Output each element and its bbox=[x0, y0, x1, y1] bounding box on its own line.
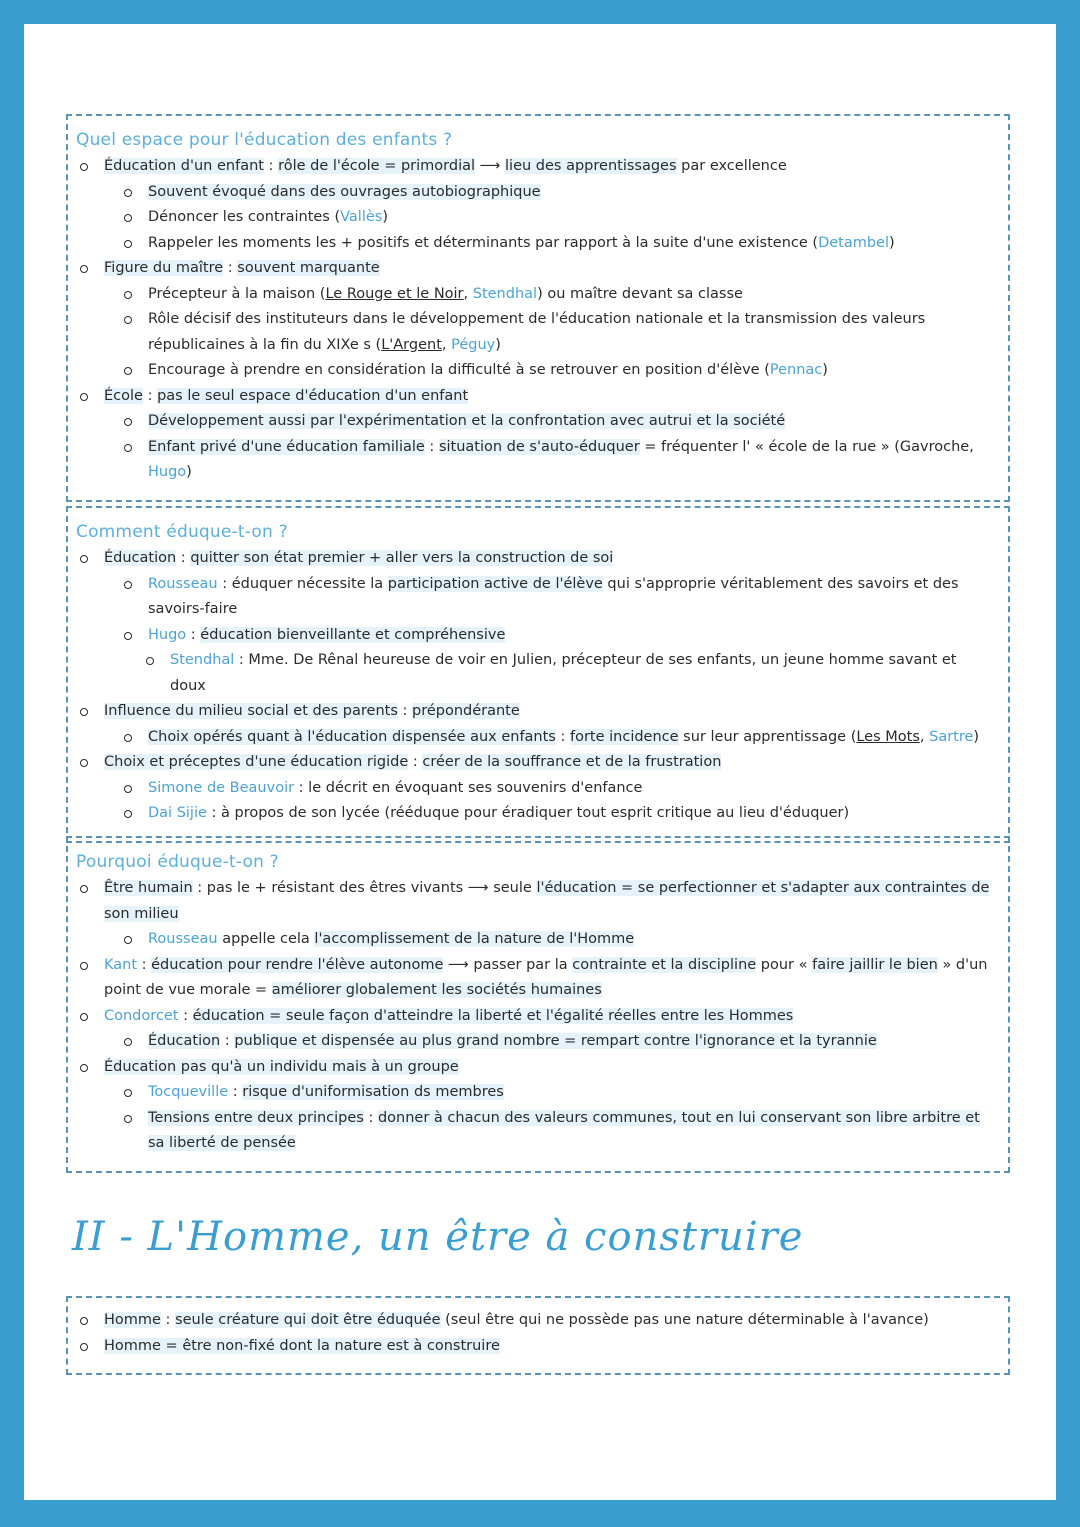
list-item: Développement aussi par l'expérimentation et la confrontation avec autrui et la société bbox=[76, 409, 996, 435]
list-item: Souvent évoqué dans des ouvrages autobiographique bbox=[76, 180, 996, 206]
section-why-educate bbox=[66, 836, 1010, 1173]
list-item: Stendhal : Mme. De Rênal heureuse de voir en Julien, précepteur de ses enfants, un jeune homme savant et doux bbox=[76, 648, 996, 699]
list-item: Être humain : pas le + résistant des êtres vivants ⟶ seule l'éducation = se perfectionner et s'adapter aux contraintes de son milieu bbox=[76, 876, 996, 927]
list-item: Hugo : éducation bienveillante et compréhensive bbox=[76, 623, 996, 649]
section-title: Quel espace pour l'éducation des enfants ? bbox=[76, 130, 453, 150]
list-item: Éducation : publique et dispensée au plus grand nombre = rempart contre l'ignorance et la tyrannie bbox=[76, 1029, 996, 1055]
bullet-list bbox=[76, 1308, 996, 1359]
list-item: Kant : éducation pour rendre l'élève autonome ⟶ passer par la contrainte et la discipline pour « faire jaillir le bien » d'un point de vue morale = améliorer globalement les sociétés humaines bbox=[76, 953, 996, 1004]
list-item: Éducation d'un enfant : rôle de l'école = primordial ⟶ lieu des apprentissages par excellence bbox=[76, 154, 996, 180]
list-item: Éducation : quitter son état premier + aller vers la construction de soi bbox=[76, 546, 996, 572]
list-item: Tocqueville : risque d'uniformisation ds membres bbox=[76, 1080, 996, 1106]
list-item: Influence du milieu social et des parents : prépondérante bbox=[76, 699, 996, 725]
list-item: Simone de Beauvoir : le décrit en évoquant ses souvenirs d'enfance bbox=[76, 776, 996, 802]
page bbox=[24, 24, 1056, 1500]
list-item: Homme = être non-fixé dont la nature est à construire bbox=[76, 1334, 996, 1360]
section-how-educate bbox=[66, 506, 1010, 843]
list-item: Encourage à prendre en considération la difficulté à se retrouver en position d'élève (Pennac) bbox=[76, 358, 996, 384]
list-item: Figure du maître : souvent marquante bbox=[76, 256, 996, 282]
list-item: Rousseau appelle cela l'accomplissement de la nature de l'Homme bbox=[76, 927, 996, 953]
section-title: Comment éduque-t-on ? bbox=[76, 522, 288, 542]
list-item: École : pas le seul espace d'éducation d'un enfant bbox=[76, 384, 996, 410]
chapter-heading: II - L'Homme, un être à construire bbox=[72, 1214, 804, 1260]
list-item: Enfant privé d'une éducation familiale : situation de s'auto-éduquer = fréquenter l' « école de la rue » (Gavroche, Hugo) bbox=[76, 435, 996, 486]
list-item: Rappeler les moments les + positifs et déterminants par rapport à la suite d'une existence (Detambel) bbox=[76, 231, 996, 257]
list-item: Dai Sijie : à propos de son lycée (rééduque pour éradiquer tout esprit critique au lieu d'éduquer) bbox=[76, 801, 996, 827]
list-item: Choix et préceptes d'une éducation rigide : créer de la souffrance et de la frustration bbox=[76, 750, 996, 776]
section-education-space bbox=[66, 114, 1010, 502]
bullet-list bbox=[76, 154, 996, 486]
section-title: Pourquoi éduque-t-on ? bbox=[76, 852, 279, 872]
bullet-list bbox=[76, 546, 996, 827]
list-item: Rousseau : éduquer nécessite la participation active de l'élève qui s'approprie véritablement des savoirs et des savoirs-faire bbox=[76, 572, 996, 623]
list-item: Précepteur à la maison (Le Rouge et le Noir, Stendhal) ou maître devant sa classe bbox=[76, 282, 996, 308]
list-item: Éducation pas qu'à un individu mais à un groupe bbox=[76, 1055, 996, 1081]
bullet-list bbox=[76, 876, 996, 1157]
section-human-being bbox=[66, 1296, 1010, 1375]
list-item: Rôle décisif des instituteurs dans le développement de l'éducation nationale et la transmission des valeurs républicaines à la fin du XIXe s (L'Argent, Péguy) bbox=[76, 307, 996, 358]
list-item: Tensions entre deux principes : donner à chacun des valeurs communes, tout en lui conservant son libre arbitre et sa liberté de pensée bbox=[76, 1106, 996, 1157]
list-item: Dénoncer les contraintes (Vallès) bbox=[76, 205, 996, 231]
list-item: Homme : seule créature qui doit être éduquée (seul être qui ne possède pas une nature déterminable à l'avance) bbox=[76, 1308, 996, 1334]
list-item: Choix opérés quant à l'éducation dispensée aux enfants : forte incidence sur leur apprentissage (Les Mots, Sartre) bbox=[76, 725, 996, 751]
list-item: Condorcet : éducation = seule façon d'atteindre la liberté et l'égalité réelles entre les Hommes bbox=[76, 1004, 996, 1030]
